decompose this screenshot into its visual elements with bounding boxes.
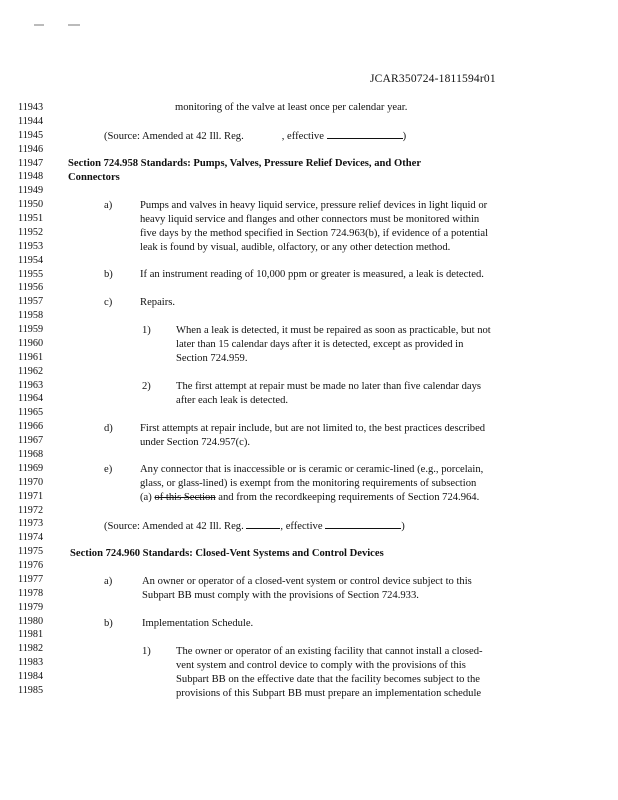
line-number: 11949 xyxy=(18,185,44,197)
text-line: The owner or operator of an existing facility that cannot install a closed- xyxy=(176,646,483,657)
text-line: five days by the method specified in Section 724.963(b), if evidence of a potential xyxy=(140,228,489,239)
line-number: 11979 xyxy=(18,601,44,613)
line-number: 11963 xyxy=(18,379,44,391)
line-number: 11978 xyxy=(18,587,44,599)
line-number: 11945 xyxy=(18,129,44,141)
line-number: 11974 xyxy=(18,532,44,544)
line-number: 11952 xyxy=(18,226,44,238)
line-number: 11964 xyxy=(18,393,44,405)
subsection-label: a) xyxy=(104,576,113,587)
text-line: glass, or glass-lined) is exempt from the monitoring requirements of subsection xyxy=(140,478,477,489)
subsection-label: b) xyxy=(104,269,113,280)
line-number: 11985 xyxy=(18,684,44,696)
line-number: 11951 xyxy=(18,213,44,225)
text-line: Pumps and valves in heavy liquid service, pressure relief devices in light liquid or xyxy=(140,200,488,211)
subsection-label: e) xyxy=(104,464,113,475)
line-number: 11965 xyxy=(18,407,44,419)
line-number: 11960 xyxy=(18,337,44,349)
line-number: 11943 xyxy=(18,102,44,113)
text-line: If an instrument reading of 10,000 ppm or greater is measured, a leak is detected. xyxy=(140,269,484,280)
text-line: Section 724.959. xyxy=(176,353,248,364)
subsection-label: b) xyxy=(104,618,113,629)
item-label: 1) xyxy=(142,646,151,657)
line-number: 11981 xyxy=(18,629,44,641)
text-line: Subpart BB must comply with the provisions of Section 724.933. xyxy=(142,590,419,601)
line-number: 11958 xyxy=(18,310,44,322)
text-line: later than 15 calendar days after it is detected, except as provided in xyxy=(176,339,464,350)
text-line: after each leak is detected. xyxy=(176,395,289,406)
text-line: provisions of this Subpart BB must prepare an implementation schedule xyxy=(176,688,482,699)
line-number: 11976 xyxy=(18,560,44,572)
text-line: under Section 724.957(c). xyxy=(140,437,251,448)
line-number: 11977 xyxy=(18,573,44,585)
line-number: 11956 xyxy=(18,282,44,294)
line-number: 11948 xyxy=(18,171,44,183)
line-number: 11973 xyxy=(18,518,44,530)
text-line: vent system and control device to comply with the provisions of this xyxy=(176,660,466,671)
text-line: Repairs. xyxy=(140,297,176,308)
item-label: 1) xyxy=(142,325,151,336)
text-line: The first attempt at repair must be made no later than five calendar days xyxy=(176,381,482,392)
section-heading: Section 724.958 Standards: Pumps, Valves, Pressure Relief Devices, and Other xyxy=(68,158,422,169)
line-number: 11968 xyxy=(18,449,44,460)
line-number: 11969 xyxy=(18,462,44,474)
line-number: 11967 xyxy=(18,435,44,447)
line-number: 11970 xyxy=(18,476,44,488)
line-number: 11980 xyxy=(18,615,44,627)
line-number: 11946 xyxy=(18,143,44,155)
text-line: When a leak is detected, it must be repaired as soon as practicable, but not xyxy=(176,325,491,336)
source-note: (Source: Amended at 42 Ill. Reg. , effective ) xyxy=(104,521,405,532)
line-number: 11944 xyxy=(18,115,44,127)
subsection-label: d) xyxy=(104,423,113,434)
text-line: An owner or operator of a closed-vent system or control device subject to this xyxy=(142,576,472,587)
scan-mark xyxy=(34,24,44,26)
section-heading: Connectors xyxy=(68,172,120,183)
subsection-label: a) xyxy=(104,200,113,211)
text-line: Any connector that is inaccessible or is ceramic or ceramic-lined (e.g., porcelain, xyxy=(140,464,484,475)
text-line: heavy liquid service and flanges and other connectors must be monitored within xyxy=(140,214,480,225)
text-line: Subpart BB on the effective date that the facility becomes subject to the xyxy=(176,674,480,685)
item-label: 2) xyxy=(142,381,151,392)
document-id: JCAR350724-1811594r01 xyxy=(370,73,496,85)
line-number: 11947 xyxy=(18,157,44,169)
line-number: 11954 xyxy=(18,254,44,266)
text-line: monitoring of the valve at least once per calendar year. xyxy=(175,102,408,113)
line-number: 11957 xyxy=(18,296,44,308)
source-note: (Source: Amended at 42 Ill. Reg. , effective ) xyxy=(104,131,407,142)
text-line: Implementation Schedule. xyxy=(142,618,254,629)
line-number: 11961 xyxy=(18,351,44,363)
line-number: 11975 xyxy=(18,546,44,558)
line-number: 11982 xyxy=(18,643,44,655)
text-line: leak is found by visual, audible, olfactory, or any other detection method. xyxy=(140,242,451,253)
line-number: 11953 xyxy=(18,240,44,252)
text-line: (a) of this Section and from the recordkeeping requirements of Section 724.964. xyxy=(140,492,480,503)
struck-text: of this Section xyxy=(154,492,216,503)
line-number: 11959 xyxy=(18,324,44,336)
scan-mark xyxy=(68,24,80,26)
subsection-label: c) xyxy=(104,297,113,308)
line-number: 11983 xyxy=(18,657,44,669)
line-number: 11950 xyxy=(18,199,44,211)
line-number: 11955 xyxy=(18,268,44,280)
section-heading: Section 724.960 Standards: Closed-Vent Systems and Control Devices xyxy=(70,548,384,559)
line-number: 11971 xyxy=(18,490,44,502)
line-number: 11972 xyxy=(18,504,44,516)
line-number: 11984 xyxy=(18,671,44,683)
line-number: 11966 xyxy=(18,421,44,433)
text-line: First attempts at repair include, but are not limited to, the best practices described xyxy=(140,423,486,434)
line-number: 11962 xyxy=(18,365,44,377)
